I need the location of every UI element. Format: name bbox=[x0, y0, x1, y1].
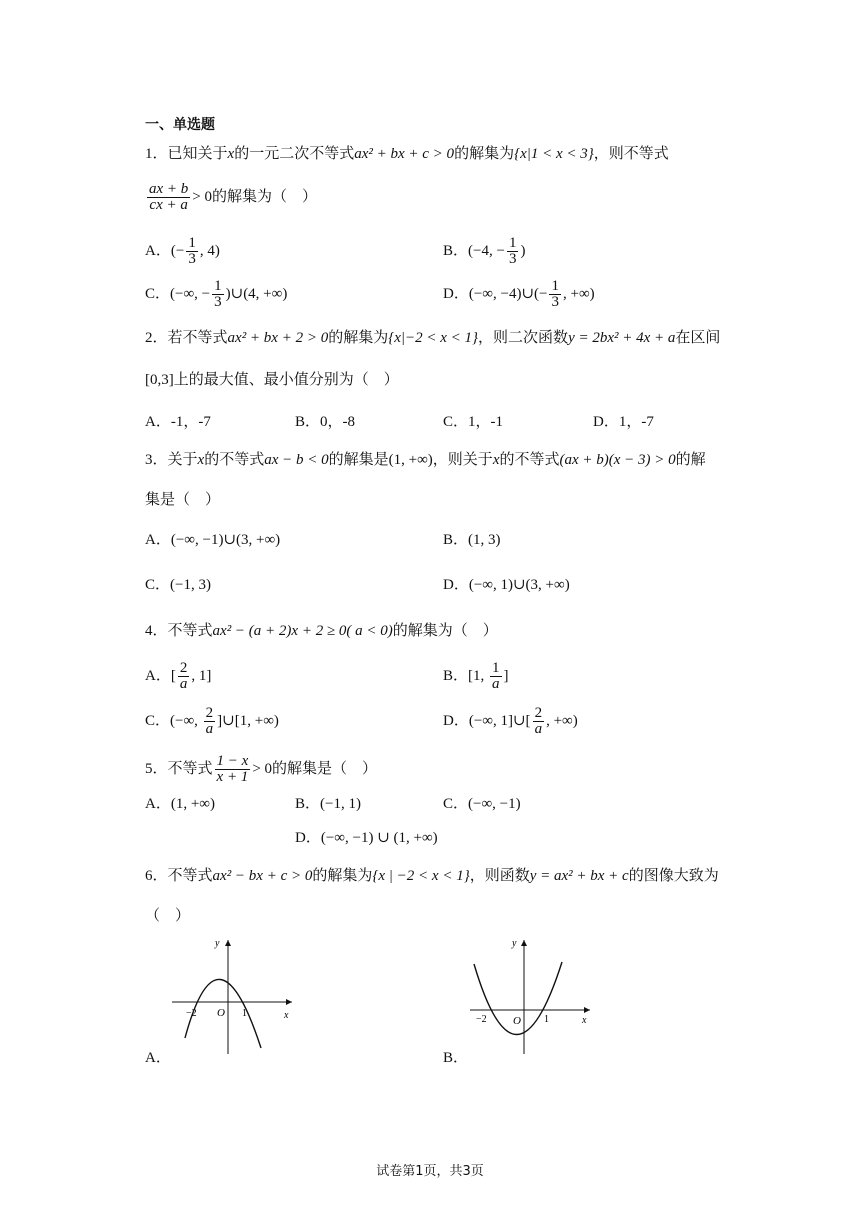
q3-option-b[interactable]: B．(1, 3) bbox=[443, 532, 501, 548]
origin-label: O bbox=[217, 1007, 225, 1019]
tick-neg2: −2 bbox=[186, 1008, 197, 1019]
question-2-stem-line2: [0,3]上的最大值、最小值分别为（ ） bbox=[145, 372, 399, 388]
y-axis-arrow-icon bbox=[225, 940, 231, 946]
q1-option-c[interactable]: C．(−∞, − $\frac{1}{3}$ )∪(4, +∞) bbox=[145, 278, 288, 310]
q5-option-d[interactable]: D．(−∞, −1) ∪ (1, +∞) bbox=[295, 830, 438, 846]
q6-option-a-label[interactable]: A． bbox=[145, 1050, 171, 1066]
question-2-stem: 2．若不等式ax² + bx + 2 > 0的解集为{x|−2 < x < 1}，则二次函数y = 2bx² + 4x + a在区间 bbox=[145, 330, 721, 346]
q4-option-a[interactable]: A．[ $\frac{2}{a}$ , 1] bbox=[145, 660, 212, 692]
question-3-stem: 3．关于x的不等式ax − b < 0的解集是(1, +∞)，则关于x的不等式(ax + b)(x − 3) > 0的解 bbox=[145, 452, 706, 468]
q4-option-c[interactable]: C．(−∞, $\frac{2}{a}$ ]∪[1, +∞) bbox=[145, 705, 279, 737]
q2-option-b[interactable]: B．0，-8 bbox=[295, 414, 356, 430]
q3-option-d[interactable]: D．(−∞, 1)∪(3, +∞) bbox=[443, 577, 570, 593]
q6-option-b-label[interactable]: B． bbox=[443, 1050, 469, 1066]
question-1-stem-line2: $\frac{ax + b}{cx + a}$ > 0的解集为（ ） bbox=[149, 181, 318, 213]
q2-option-a[interactable]: A．-1，-7 bbox=[145, 414, 211, 430]
q3-option-c[interactable]: C．(−1, 3) bbox=[145, 577, 211, 593]
question-6-stem: 6．不等式ax² − bx + c > 0的解集为{x | −2 < x < 1}，则函数y = ax² + bx + c的图像大致为 bbox=[145, 868, 719, 884]
q2-option-d[interactable]: D．1，-7 bbox=[593, 414, 654, 430]
tick-1: 1 bbox=[242, 1008, 247, 1019]
question-4-stem: 4．不等式ax² − (a + 2)x + 2 ≥ 0( a < 0)的解集为（ ） bbox=[145, 623, 498, 639]
y-axis-arrow-icon bbox=[521, 940, 527, 946]
q1-option-b[interactable]: B．(−4, − $\frac{1}{3}$ ) bbox=[443, 235, 526, 267]
q5-option-c[interactable]: C．(−∞, −1) bbox=[443, 796, 521, 812]
x-axis-arrow-icon bbox=[286, 999, 292, 1005]
section-title: 一、单选题 bbox=[145, 117, 215, 133]
x-axis-arrow-icon bbox=[584, 1007, 590, 1013]
q5-option-a[interactable]: A．(1, +∞) bbox=[145, 796, 215, 812]
q1-solution-set: {x|1 < x < 3} bbox=[514, 146, 594, 162]
q5-option-b[interactable]: B．(−1, 1) bbox=[295, 796, 361, 812]
question-6-stem-line2: （ ） bbox=[145, 908, 191, 924]
q2-option-c[interactable]: C．1，-1 bbox=[443, 414, 504, 430]
question-1-stem: 1．已知关于x的一元二次不等式ax² + bx + c > 0的解集为{x|1 < x < 3}，则不等式 bbox=[145, 146, 669, 162]
x-label: x bbox=[582, 1015, 587, 1026]
q1-option-d[interactable]: D．(−∞, −4)∪(− $\frac{1}{3}$ , +∞) bbox=[443, 278, 595, 310]
question-5-stem: 5．不等式 $\frac{1 - x}{x + 1}$ > 0的解集是（ ） bbox=[145, 753, 378, 785]
q1-number: 1． bbox=[145, 146, 168, 162]
y-label: y bbox=[512, 938, 517, 949]
q1-inequality: ax² + bx + c > 0 bbox=[354, 146, 455, 162]
q4-option-b[interactable]: B．[1, $\frac{1}{a}$ ] bbox=[443, 660, 509, 692]
q1-option-a[interactable]: A．(− $\frac{1}{3}$ , 4) bbox=[145, 235, 220, 267]
q6-graph-a[interactable] bbox=[168, 936, 298, 1062]
x-label: x bbox=[284, 1010, 289, 1021]
tick-1: 1 bbox=[544, 1014, 549, 1025]
q1-fraction: $\frac{ax + b}{cx + a}$ bbox=[149, 181, 189, 213]
tick-neg2: −2 bbox=[476, 1014, 487, 1025]
page-footer: 试卷第1页，共3页 bbox=[376, 1164, 484, 1179]
q6-graph-b[interactable] bbox=[466, 936, 596, 1062]
q3-option-a[interactable]: A．(−∞, −1)∪(3, +∞) bbox=[145, 532, 281, 548]
origin-label: O bbox=[513, 1015, 521, 1027]
q4-option-d[interactable]: D．(−∞, 1]∪[ $\frac{2}{a}$ , +∞) bbox=[443, 705, 578, 737]
question-3-stem-line2: 集是（ ） bbox=[145, 492, 221, 508]
y-label: y bbox=[215, 938, 220, 949]
